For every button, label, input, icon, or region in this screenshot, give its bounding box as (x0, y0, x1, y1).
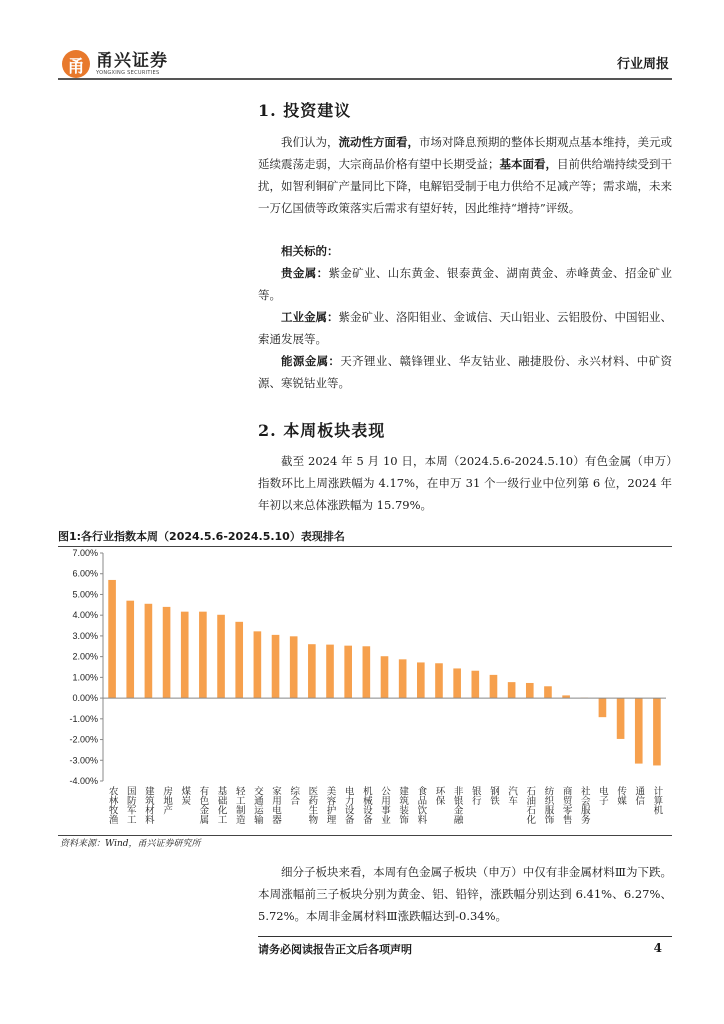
bar (235, 622, 243, 698)
y-tick-label: 1.00% (72, 672, 98, 683)
y-tick-label: -4.00% (69, 776, 98, 786)
report-type: 行业周报 (616, 57, 669, 72)
y-tick-label: 7.00% (72, 548, 98, 558)
text: 紫金矿业、洛阳钼业、金诚信、天山铝业、云铝股份、中国铝业、索通发展等。 (258, 310, 672, 346)
x-category-label: 建筑材料 (142, 786, 154, 824)
industrial-metals (258, 306, 672, 350)
x-category-label: 机械设备 (360, 786, 372, 824)
footer-divider (258, 936, 672, 937)
x-category-label: 交通运输 (251, 786, 263, 824)
bar (417, 662, 425, 698)
text: 天齐锂业、赣锋锂业、华友钴业、融捷股份、永兴材料、中矿资源、寒锐钴业等。 (258, 354, 672, 390)
bar (526, 683, 534, 698)
x-category-label: 非银金融 (451, 786, 463, 824)
bar (272, 635, 280, 698)
bar (344, 646, 352, 698)
x-category-label: 通信 (633, 786, 645, 805)
bar (308, 644, 316, 698)
y-tick-label: 2.00% (72, 651, 98, 662)
text: 目前供给端持续受到干扰，如智利铜矿产量同比下降，电解铝受制于电力供给不足减产等；需求端，未来一万亿国债等政策落实后需求有望好转，因此维持“增持”评级。 (258, 157, 672, 215)
brand-logo (62, 50, 168, 78)
text: 我们认为， (281, 135, 339, 149)
y-tick-label: 0.00% (72, 693, 98, 704)
header-divider (58, 78, 672, 80)
x-category-label: 纺织服饰 (542, 786, 554, 824)
text: 市场对降息预期的整体长期观点基本维持，美元或延续震荡走弱，大宗商品价格有望中长期受益； (258, 135, 672, 171)
paragraph: 截至 2024 年 5 月 10 日，本周（2024.5.6-2024.5.10）有色金属（申万）指数环比上周涨跌幅为 4.17%，在申万 31 个一级行业中位列第 6 位，2024 年年初以来总体涨跌幅为 15.79%。 (258, 454, 672, 512)
x-category-label: 电子 (596, 786, 608, 805)
related-stocks (258, 240, 672, 394)
bar (544, 686, 552, 698)
x-category-label: 有色金属 (197, 786, 209, 824)
figure-title: 图1:各行业指数本周（2024.5.6-2024.5.10）表现排名 (58, 530, 345, 543)
subsector-paragraph (258, 861, 672, 927)
footer-disclaimer: 请务必阅读报告正文后各项声明 (258, 943, 412, 956)
logo-name: 甬兴证券 (96, 51, 168, 71)
industry-bar-chart (58, 546, 672, 835)
text: 紫金矿业、山东黄金、银泰黄金、湖南黄金、赤峰黄金、招金矿业等。 (258, 266, 672, 302)
y-tick-label: -2.00% (69, 734, 98, 745)
y-tick-label: 3.00% (72, 630, 98, 641)
label: 工业金属： (281, 310, 339, 324)
bar (145, 604, 153, 698)
bar (653, 698, 661, 765)
x-category-label: 基础化工 (215, 786, 227, 824)
x-category-label: 食品饮料 (415, 786, 427, 824)
bar (126, 601, 134, 698)
precious-metals (258, 262, 672, 306)
paragraph (258, 131, 672, 219)
bar (217, 615, 225, 698)
emphasis: 基本面看， (499, 157, 557, 171)
x-category-label: 计算机 (651, 786, 663, 815)
logo-mark: 甬 (62, 50, 90, 78)
x-category-label: 建筑装饰 (397, 786, 409, 824)
x-category-label: 美容护理 (324, 786, 336, 824)
related-label: 相关标的： (281, 244, 339, 258)
x-category-label: 国防军工 (124, 786, 136, 824)
performance-paragraph (258, 450, 672, 516)
investment-paragraph (258, 131, 672, 219)
bar (363, 646, 371, 698)
x-category-label: 传媒 (615, 786, 627, 805)
x-category-label: 环保 (433, 786, 445, 805)
bar (108, 580, 116, 698)
bar (199, 612, 207, 698)
bar (163, 607, 171, 698)
x-category-label: 钢铁 (487, 786, 499, 805)
x-category-label: 农林牧渔 (106, 786, 118, 824)
bar (453, 668, 461, 698)
y-tick-label: -3.00% (69, 755, 98, 766)
bar (326, 645, 334, 698)
x-category-label: 综合 (288, 786, 300, 805)
paragraph: 细分子板块来看，本周有色金属子板块（申万）中仅有非金属材料Ⅲ为下跌。本周涨幅前三子板块分别为黄金、铝、铅锌，涨跌幅分别达到 6.41%、6.27%、5.72%。本周非金属材料Ⅲ涨跌幅达到-0.34%。 (258, 865, 672, 923)
bar (254, 631, 262, 698)
x-category-label: 电力设备 (342, 786, 354, 824)
x-category-label: 汽车 (506, 786, 518, 805)
logo-english: YONGXING SECURITIES (96, 70, 160, 76)
section-title-performance: 2. 本周板块表现 (258, 421, 386, 440)
label: 贵金属： (281, 266, 329, 280)
emphasis: 流动性方面看， (338, 135, 419, 149)
bar (635, 698, 643, 763)
y-tick-label: 4.00% (72, 610, 98, 621)
x-category-label: 轻工制造 (233, 786, 245, 824)
x-category-label: 银行 (469, 786, 481, 805)
bar (181, 612, 189, 698)
x-category-label: 公用事业 (379, 786, 390, 824)
y-tick-label: -1.00% (69, 713, 98, 724)
bar (599, 698, 607, 717)
x-category-label: 石油石化 (524, 786, 536, 824)
bar (290, 636, 298, 698)
x-category-label: 社会服务 (578, 786, 590, 824)
bar (381, 656, 389, 698)
bar (471, 671, 479, 698)
y-tick-label: 6.00% (72, 568, 98, 579)
x-category-label: 商贸零售 (560, 786, 572, 824)
page-number: 4 (653, 941, 662, 955)
bar (508, 682, 516, 698)
bar (490, 675, 498, 698)
bar (399, 659, 407, 698)
y-tick-label: 5.00% (72, 589, 98, 600)
figure-source: 资料来源：Wind，甬兴证券研究所 (60, 839, 201, 849)
section-title-investment: 1. 投资建议 (258, 101, 352, 120)
energy-metals (258, 350, 672, 394)
bar (617, 698, 625, 739)
x-category-label: 煤炭 (179, 786, 191, 805)
x-category-label: 家用电器 (270, 786, 282, 824)
x-category-label: 房地产 (161, 786, 173, 815)
label: 能源金属： (281, 354, 341, 368)
x-category-label: 医药生物 (306, 786, 318, 824)
bar (435, 663, 443, 698)
